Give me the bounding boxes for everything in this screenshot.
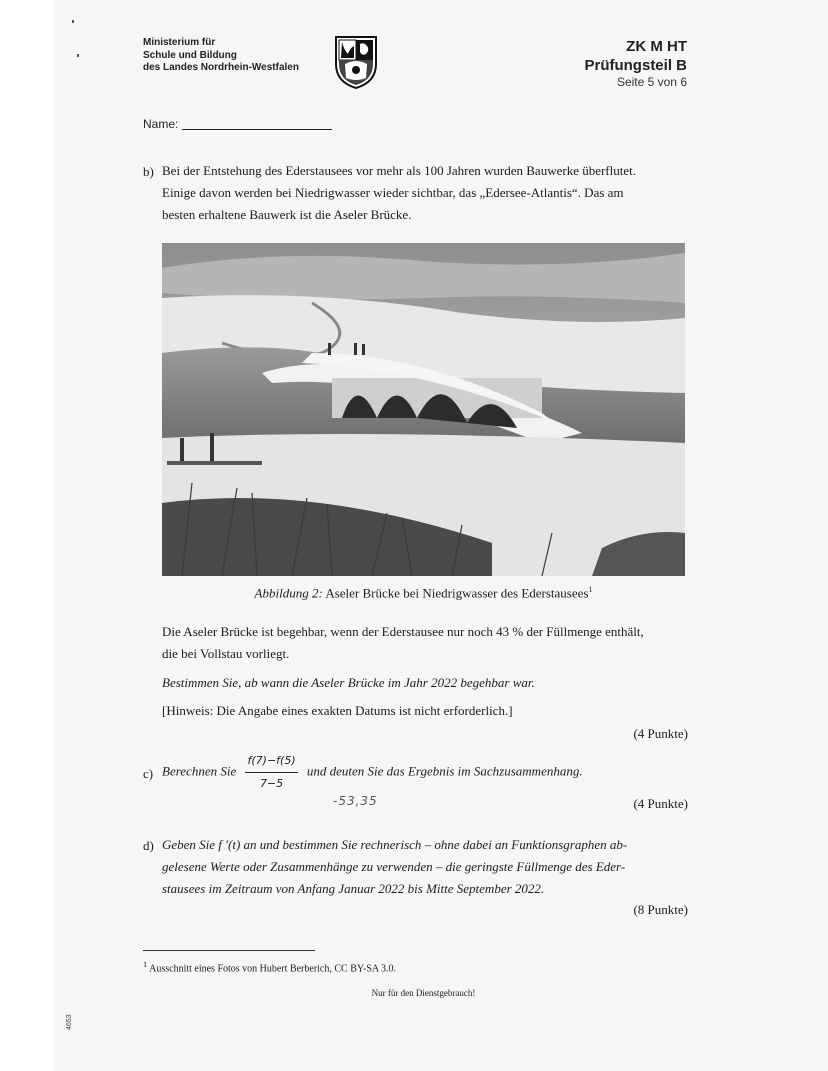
task-d-line: Geben Sie f ′(t) an und bestimmen Sie rechnerisch – ohne dabei an Funktionsgraphen ab-	[162, 837, 628, 852]
figure-caption	[162, 585, 685, 601]
fraction-denominator: 7−5	[259, 777, 284, 790]
name-blank-line[interactable]	[182, 129, 332, 130]
scan-speck	[77, 54, 79, 57]
handwritten-answer: -53,35	[333, 794, 378, 808]
task-b-hint: [Hinweis: Die Angabe eines exakten Datums ist nicht erforderlich.]	[162, 703, 513, 718]
task-c-label: c)	[143, 766, 154, 781]
task-b-label: b)	[143, 164, 154, 179]
ministry-name	[143, 37, 299, 75]
coat-of-arms-icon	[332, 34, 380, 90]
task-d-text	[162, 834, 627, 900]
footnote-separator	[143, 950, 315, 951]
task-b-body	[162, 621, 644, 665]
task-d-label: d)	[143, 838, 154, 853]
intro-line: Einige davon werden bei Niedrigwasser wieder sichtbar, das „Edersee-Atlantis“. Das am	[162, 185, 624, 200]
ministry-line: Schule und Bildung	[143, 49, 237, 61]
task-c-text-before: Berechnen Sie	[162, 763, 237, 779]
task-d-line: gelesene Werte oder Zusammenhänge zu verwenden – die geringste Füllmenge des Eder-	[162, 859, 626, 874]
task-d-line: stausees im Zeitraum von Anfang Januar 2022 bis Mitte September 2022.	[162, 881, 545, 896]
footnote	[143, 960, 396, 974]
side-code: 4653	[66, 1014, 73, 1030]
ministry-line: Ministerium für	[143, 37, 216, 48]
task-c-text	[162, 752, 583, 793]
body-line: die bei Vollstau vorliegt.	[162, 646, 290, 661]
task-d-points: (8 Punkte)	[633, 902, 688, 917]
ministry-line: des Landes Nordrhein-Westfalen	[143, 62, 299, 73]
footnote-text: Ausschnitt eines Fotos von Hubert Berberich, CC BY-SA 3.0.	[147, 963, 397, 975]
caption-prefix: Abbildung 2:	[254, 585, 323, 601]
bridge-photo	[162, 243, 685, 576]
difference-quotient	[245, 752, 297, 793]
exam-header	[584, 37, 687, 90]
body-line: Die Aseler Brücke ist begehbar, wenn der Ederstausee nur noch 43 % der Füllmenge enthält,	[162, 624, 644, 639]
task-b-points: (4 Punkte)	[633, 726, 688, 741]
footer-notice: Nur für den Dienstgebrauch!	[371, 988, 476, 998]
exam-code: ZK M HT	[626, 38, 687, 55]
caption-text: Aseler Brücke bei Niedrigwasser des Ederstausees	[322, 585, 589, 601]
exam-part: Prüfungsteil B	[584, 57, 687, 74]
name-field	[143, 117, 332, 131]
task-b-intro	[162, 160, 636, 226]
name-label: Name:	[143, 117, 179, 131]
intro-line: Bei der Entstehung des Ederstausees vor mehr als 100 Jahren wurden Bauwerke überflutet.	[162, 163, 636, 178]
task-c-points: (4 Punkte)	[633, 796, 688, 811]
footnote-mark: 1	[143, 960, 148, 969]
task-c-text-after: und deuten Sie das Ergebnis im Sachzusammenhang.	[306, 763, 583, 779]
fraction-numerator: f(7)−f(5)	[245, 752, 297, 773]
intro-line: besten erhaltene Bauwerk ist die Aseler Brücke.	[162, 207, 412, 222]
caption-footnote-mark: 1	[588, 585, 593, 594]
page-number: Seite 5 von 6	[616, 75, 687, 89]
task-b-question: Bestimmen Sie, ab wann die Aseler Brücke im Jahr 2022 begehbar war.	[162, 675, 535, 690]
scan-speck	[72, 20, 74, 23]
